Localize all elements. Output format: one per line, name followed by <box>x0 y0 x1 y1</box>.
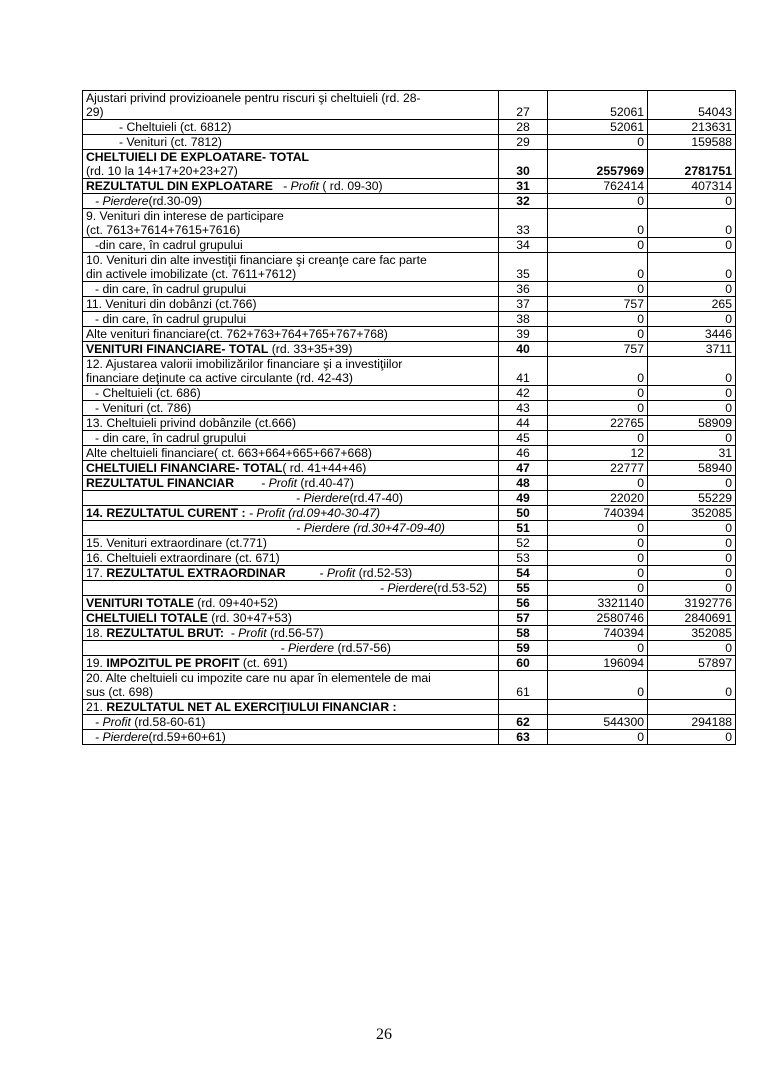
value-previous: 0 <box>548 327 648 342</box>
row-description: 10. Venituri din alte investiţii financiare şi creanţe care fac parte din activele imobilizate (ct. 7611+7612) <box>83 253 499 282</box>
value-previous: 0 <box>548 282 648 297</box>
value-previous: 0 <box>548 401 648 416</box>
value-current: 294188 <box>648 715 736 730</box>
table-row <box>83 253 736 282</box>
value-previous: 0 <box>548 386 648 401</box>
table-row <box>83 209 736 238</box>
value-previous: 0 <box>548 641 648 656</box>
row-number: 54 <box>499 566 548 581</box>
value-current: 265 <box>648 297 736 312</box>
row-description: - Pierdere (rd.57-56) <box>83 641 499 656</box>
value-previous: 0 <box>548 566 648 581</box>
row-number: 27 <box>499 91 548 120</box>
row-number: 35 <box>499 253 548 282</box>
profit-loss-table <box>82 90 736 745</box>
table-row <box>83 491 736 506</box>
value-current: 3192776 <box>648 596 736 611</box>
value-previous: 0 <box>548 209 648 238</box>
value-current: 0 <box>648 386 736 401</box>
value-current: 0 <box>648 730 736 745</box>
table-row <box>83 297 736 312</box>
table-row <box>83 715 736 730</box>
value-previous: 0 <box>548 135 648 150</box>
row-number <box>499 700 548 715</box>
value-current: 0 <box>648 312 736 327</box>
value-previous: 52061 <box>548 120 648 135</box>
value-previous: 544300 <box>548 715 648 730</box>
row-description: - Venituri (ct. 7812) <box>83 135 499 150</box>
value-current: 407314 <box>648 179 736 194</box>
value-previous: 2580746 <box>548 611 648 626</box>
row-description: 18. REZULTATUL BRUT: - Profit (rd.56-57) <box>83 626 499 641</box>
row-number: 40 <box>499 342 548 357</box>
table-row <box>83 238 736 253</box>
value-current: 0 <box>648 194 736 209</box>
row-number: 30 <box>499 150 548 179</box>
value-current: 58909 <box>648 416 736 431</box>
row-number: 56 <box>499 596 548 611</box>
value-previous: 0 <box>548 253 648 282</box>
value-current: 0 <box>648 209 736 238</box>
table-row <box>83 596 736 611</box>
value-previous: 22777 <box>548 461 648 476</box>
table-row <box>83 312 736 327</box>
table-row <box>83 386 736 401</box>
row-description: 13. Cheltuieli privind dobânzile (ct.666) <box>83 416 499 431</box>
row-description: VENITURI TOTALE (rd. 09+40+52) <box>83 596 499 611</box>
value-current: 2781751 <box>648 150 736 179</box>
row-description: Alte cheltuieli financiare( ct. 663+664+665+667+668) <box>83 446 499 461</box>
row-description: Alte venituri financiare(ct. 762+763+764+765+767+768) <box>83 327 499 342</box>
row-number: 62 <box>499 715 548 730</box>
value-previous: 0 <box>548 581 648 596</box>
table-row <box>83 327 736 342</box>
row-number: 60 <box>499 656 548 671</box>
value-current: 0 <box>648 566 736 581</box>
row-number: 34 <box>499 238 548 253</box>
value-current: 0 <box>648 357 736 386</box>
table-row <box>83 416 736 431</box>
row-description: -din care, în cadrul grupului <box>83 238 499 253</box>
table-row <box>83 700 736 715</box>
row-description: CHELTUIELI DE EXPLOATARE- TOTAL (rd. 10 la 14+17+20+23+27) <box>83 150 499 179</box>
value-previous: 0 <box>548 730 648 745</box>
table-row <box>83 135 736 150</box>
value-previous: 0 <box>548 238 648 253</box>
row-number: 42 <box>499 386 548 401</box>
table-row <box>83 506 736 521</box>
table-row <box>83 120 736 135</box>
table-row <box>83 551 736 566</box>
value-current: 0 <box>648 253 736 282</box>
row-description: Ajustari privind provizioanele pentru riscuri şi cheltuieli (rd. 28- 29) <box>83 91 499 120</box>
value-previous: 757 <box>548 342 648 357</box>
row-description: 20. Alte cheltuieli cu impozite care nu apar în elementele de mai sus (ct. 698) <box>83 671 499 700</box>
row-description: REZULTATUL DIN EXPLOATARE - Profit ( rd. 09-30) <box>83 179 499 194</box>
value-current: 0 <box>648 581 736 596</box>
value-current: 2840691 <box>648 611 736 626</box>
row-number: 61 <box>499 671 548 700</box>
table-row <box>83 194 736 209</box>
value-current: 0 <box>648 551 736 566</box>
row-number: 58 <box>499 626 548 641</box>
page-number: 26 <box>376 1026 392 1043</box>
row-description: VENITURI FINANCIARE- TOTAL (rd. 33+35+39) <box>83 342 499 357</box>
table-row <box>83 446 736 461</box>
row-number: 49 <box>499 491 548 506</box>
table-row <box>83 581 736 596</box>
value-previous: 0 <box>548 551 648 566</box>
value-previous: 12 <box>548 446 648 461</box>
value-previous: 196094 <box>548 656 648 671</box>
table-row <box>83 641 736 656</box>
table-row <box>83 357 736 386</box>
value-previous: 740394 <box>548 506 648 521</box>
row-number: 32 <box>499 194 548 209</box>
value-current: 3711 <box>648 342 736 357</box>
table-row <box>83 401 736 416</box>
row-number: 43 <box>499 401 548 416</box>
row-number: 39 <box>499 327 548 342</box>
row-number: 47 <box>499 461 548 476</box>
value-current: 0 <box>648 401 736 416</box>
value-previous <box>548 700 648 715</box>
value-previous: 757 <box>548 297 648 312</box>
row-description: REZULTATUL FINANCIAR - Profit (rd.40-47) <box>83 476 499 491</box>
value-current: 0 <box>648 641 736 656</box>
value-previous: 0 <box>548 521 648 536</box>
row-number: 53 <box>499 551 548 566</box>
value-current: 31 <box>648 446 736 461</box>
value-previous: 0 <box>548 536 648 551</box>
table-row <box>83 626 736 641</box>
value-previous: 3321140 <box>548 596 648 611</box>
value-current: 0 <box>648 521 736 536</box>
value-current <box>648 700 736 715</box>
row-description: - Profit (rd.58-60-61) <box>83 715 499 730</box>
value-current: 0 <box>648 536 736 551</box>
row-description: 19. IMPOZITUL PE PROFIT (ct. 691) <box>83 656 499 671</box>
row-number: 46 <box>499 446 548 461</box>
row-number: 50 <box>499 506 548 521</box>
table-row <box>83 671 736 700</box>
row-number: 52 <box>499 536 548 551</box>
value-previous: 740394 <box>548 626 648 641</box>
table-row <box>83 536 736 551</box>
value-current: 0 <box>648 238 736 253</box>
value-current: 213631 <box>648 120 736 135</box>
value-current: 57897 <box>648 656 736 671</box>
table-row <box>83 611 736 626</box>
value-current: 3446 <box>648 327 736 342</box>
table-row <box>83 91 736 120</box>
row-description: - Venituri (ct. 786) <box>83 401 499 416</box>
value-previous: 22765 <box>548 416 648 431</box>
value-current: 352085 <box>648 626 736 641</box>
value-previous: 0 <box>548 671 648 700</box>
table-row <box>83 566 736 581</box>
row-description: - Pierdere(rd.47-40) <box>83 491 499 506</box>
row-description: 15. Venituri extraordinare (ct.771) <box>83 536 499 551</box>
row-description: CHELTUIELI FINANCIARE- TOTAL( rd. 41+44+46) <box>83 461 499 476</box>
row-description: - Pierdere (rd.30+47-09-40) <box>83 521 499 536</box>
table-row <box>83 342 736 357</box>
row-number: 48 <box>499 476 548 491</box>
table-row <box>83 521 736 536</box>
table-row <box>83 282 736 297</box>
row-number: 51 <box>499 521 548 536</box>
row-number: 55 <box>499 581 548 596</box>
value-previous: 0 <box>548 476 648 491</box>
row-description: - Pierdere(rd.59+60+61) <box>83 730 499 745</box>
row-number: 29 <box>499 135 548 150</box>
row-description: CHELTUIELI TOTALE (rd. 30+47+53) <box>83 611 499 626</box>
table-row <box>83 656 736 671</box>
row-number: 37 <box>499 297 548 312</box>
value-current: 159588 <box>648 135 736 150</box>
row-description: 21. REZULTATUL NET AL EXERCIŢIULUI FINANCIAR : <box>83 700 499 715</box>
table-row <box>83 150 736 179</box>
table-row <box>83 730 736 745</box>
row-number: 57 <box>499 611 548 626</box>
row-number: 63 <box>499 730 548 745</box>
row-description: - din care, în cadrul grupului <box>83 312 499 327</box>
value-current: 58940 <box>648 461 736 476</box>
table-row <box>83 431 736 446</box>
row-description: 17. REZULTATUL EXTRAORDINAR - Profit (rd.52-53) <box>83 566 499 581</box>
row-description: 14. REZULTATUL CURENT : - Profit (rd.09+40-30-47) <box>83 506 499 521</box>
row-number: 33 <box>499 209 548 238</box>
table-row <box>83 461 736 476</box>
value-previous: 0 <box>548 194 648 209</box>
row-description: - din care, în cadrul grupului <box>83 282 499 297</box>
row-number: 31 <box>499 179 548 194</box>
value-current: 352085 <box>648 506 736 521</box>
value-previous: 2557969 <box>548 150 648 179</box>
row-number: 45 <box>499 431 548 446</box>
row-number: 36 <box>499 282 548 297</box>
row-number: 38 <box>499 312 548 327</box>
row-description: 16. Cheltuieli extraordinare (ct. 671) <box>83 551 499 566</box>
table-row <box>83 476 736 491</box>
value-current: 0 <box>648 282 736 297</box>
row-description: 12. Ajustarea valorii imobilizărilor financiare şi a investiţiilor financiare deţinute ca active circulante (rd. 42-43) <box>83 357 499 386</box>
row-description: 9. Venituri din interese de participare (ct. 7613+7614+7615+7616) <box>83 209 499 238</box>
row-description: 11. Venituri din dobânzi (ct.766) <box>83 297 499 312</box>
value-previous: 0 <box>548 357 648 386</box>
value-current: 55229 <box>648 491 736 506</box>
row-description: - Pierdere(rd.53-52) <box>83 581 499 596</box>
value-previous: 0 <box>548 431 648 446</box>
value-previous: 52061 <box>548 91 648 120</box>
value-previous: 762414 <box>548 179 648 194</box>
row-description: - Cheltuieli (ct. 6812) <box>83 120 499 135</box>
value-current: 0 <box>648 671 736 700</box>
row-number: 44 <box>499 416 548 431</box>
value-previous: 22020 <box>548 491 648 506</box>
value-previous: 0 <box>548 312 648 327</box>
value-current: 0 <box>648 431 736 446</box>
row-description: - din care, în cadrul grupului <box>83 431 499 446</box>
row-number: 28 <box>499 120 548 135</box>
value-current: 54043 <box>648 91 736 120</box>
value-current: 0 <box>648 476 736 491</box>
row-description: - Pierdere(rd.30-09) <box>83 194 499 209</box>
row-number: 59 <box>499 641 548 656</box>
row-number: 41 <box>499 357 548 386</box>
row-description: - Cheltuieli (ct. 686) <box>83 386 499 401</box>
table-row <box>83 179 736 194</box>
